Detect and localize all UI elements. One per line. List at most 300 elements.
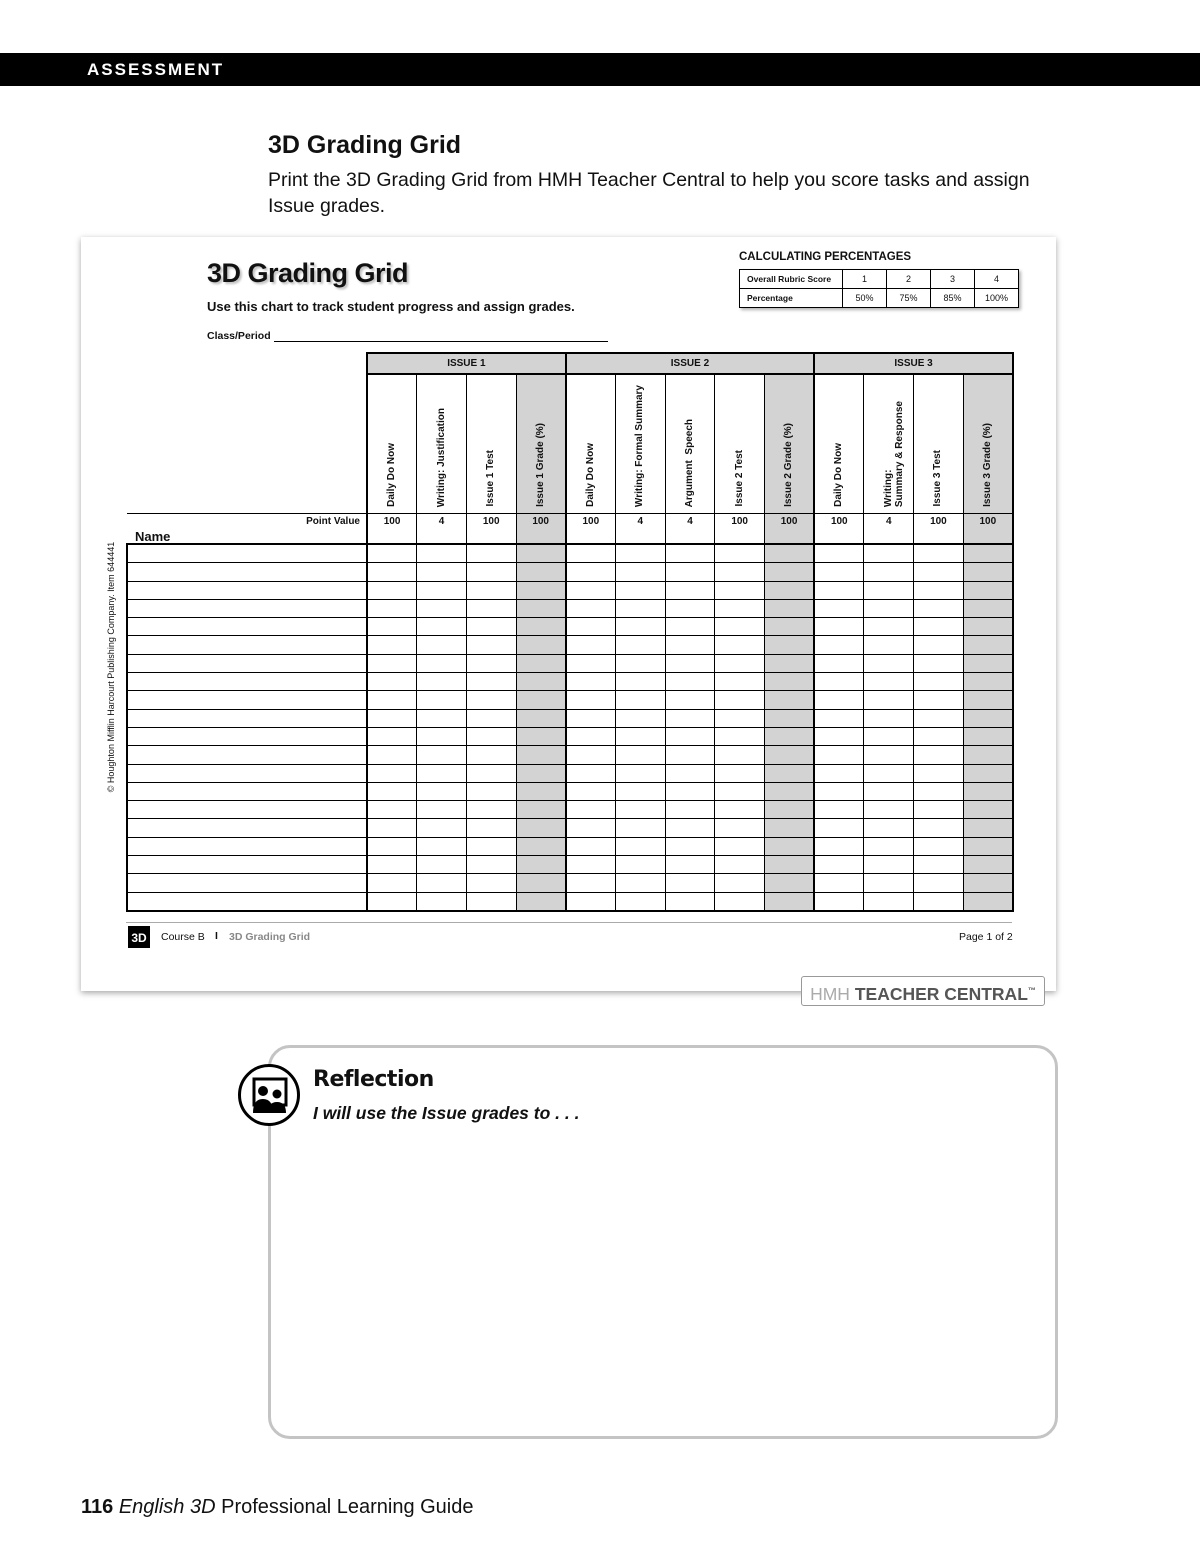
grade-cell bbox=[566, 892, 616, 911]
grade-cell bbox=[417, 636, 467, 654]
reflection-icon bbox=[238, 1064, 300, 1126]
grade-cell bbox=[715, 709, 765, 727]
grade-cell bbox=[516, 892, 566, 911]
column-header-label: Issue 1 Test bbox=[485, 450, 497, 507]
grade-cell bbox=[466, 544, 516, 563]
grade-cell bbox=[615, 727, 665, 745]
grade-cell bbox=[765, 673, 815, 691]
grade-cell bbox=[665, 618, 715, 636]
grade-cell bbox=[516, 727, 566, 745]
grade-cell bbox=[963, 709, 1013, 727]
grade-cell bbox=[765, 801, 815, 819]
grade-cell bbox=[765, 599, 815, 617]
grade-cell bbox=[864, 581, 914, 599]
grade-cell bbox=[367, 892, 417, 911]
grade-cell bbox=[765, 819, 815, 837]
grade-cell bbox=[417, 837, 467, 855]
grade-cell bbox=[615, 856, 665, 874]
grade-cell bbox=[814, 892, 864, 911]
column-header bbox=[914, 374, 964, 514]
grade-cell bbox=[615, 563, 665, 581]
grade-cell bbox=[665, 746, 715, 764]
grade-cell bbox=[566, 819, 616, 837]
grade-cell bbox=[665, 673, 715, 691]
grade-cell bbox=[814, 673, 864, 691]
footer-page-number: Page 1 of 2 bbox=[959, 931, 1013, 943]
grade-cell bbox=[715, 874, 765, 892]
student-row bbox=[127, 874, 1013, 892]
grade-cell bbox=[665, 801, 715, 819]
grade-cell bbox=[715, 856, 765, 874]
grade-cell bbox=[566, 709, 616, 727]
calc-percent: 75% bbox=[887, 289, 931, 308]
grade-cell bbox=[814, 654, 864, 672]
student-row bbox=[127, 727, 1013, 745]
grade-cell bbox=[665, 544, 715, 563]
grading-grid-image bbox=[81, 237, 1056, 991]
class-period-line bbox=[274, 341, 608, 342]
column-header-label: Daily Do Now bbox=[833, 443, 845, 507]
grade-cell bbox=[367, 581, 417, 599]
grade-cell bbox=[864, 837, 914, 855]
grade-cell bbox=[963, 727, 1013, 745]
grade-cell bbox=[367, 691, 417, 709]
grade-cell bbox=[765, 691, 815, 709]
grade-cell bbox=[367, 837, 417, 855]
calc-score: 4 bbox=[975, 270, 1019, 289]
section-title: 3D Grading Grid bbox=[268, 131, 462, 159]
grade-cell bbox=[615, 801, 665, 819]
grade-cell bbox=[566, 856, 616, 874]
column-header-label: Issue 3 Test bbox=[932, 450, 944, 507]
grade-cell bbox=[417, 727, 467, 745]
student-row bbox=[127, 819, 1013, 837]
grade-cell bbox=[516, 673, 566, 691]
grade-cell bbox=[715, 618, 765, 636]
grade-cell bbox=[963, 819, 1013, 837]
calc-percent: 100% bbox=[975, 289, 1019, 308]
student-name-cell bbox=[127, 874, 367, 892]
grade-cell bbox=[516, 764, 566, 782]
grade-cell bbox=[715, 764, 765, 782]
hmh-badge-part2: TEACHER CENTRAL bbox=[854, 983, 1028, 1004]
grade-cell bbox=[665, 764, 715, 782]
calc-percent: 50% bbox=[843, 289, 887, 308]
grade-cell bbox=[417, 892, 467, 911]
grade-cell bbox=[814, 727, 864, 745]
grade-cell bbox=[615, 654, 665, 672]
grade-cell bbox=[367, 801, 417, 819]
grade-cell bbox=[864, 764, 914, 782]
grade-cell bbox=[963, 618, 1013, 636]
grade-cell bbox=[417, 764, 467, 782]
student-row bbox=[127, 599, 1013, 617]
grade-cell bbox=[367, 746, 417, 764]
column-header-label: Writing: Justification bbox=[435, 407, 447, 507]
issue-header: ISSUE 3 bbox=[814, 353, 1013, 374]
grade-cell bbox=[615, 673, 665, 691]
grade-cell bbox=[914, 691, 964, 709]
point-value: 100 bbox=[963, 514, 1013, 545]
student-row bbox=[127, 801, 1013, 819]
grade-cell bbox=[367, 727, 417, 745]
grade-cell bbox=[914, 801, 964, 819]
grade-cell bbox=[914, 727, 964, 745]
calc-score: 2 bbox=[887, 270, 931, 289]
calc-score: 1 bbox=[843, 270, 887, 289]
grade-cell bbox=[914, 819, 964, 837]
grade-cell bbox=[665, 709, 715, 727]
student-row bbox=[127, 764, 1013, 782]
banner-label: ASSESSMENT bbox=[87, 60, 225, 79]
grade-cell bbox=[864, 801, 914, 819]
section-banner bbox=[0, 53, 1200, 86]
grade-cell bbox=[466, 599, 516, 617]
point-value-cell bbox=[127, 514, 367, 545]
column-header-label: Writing: Summary & Response bbox=[882, 400, 905, 507]
point-value: 4 bbox=[665, 514, 715, 545]
column-header-label: Issue 2 Test bbox=[733, 450, 745, 507]
grade-cell bbox=[566, 581, 616, 599]
grade-cell bbox=[864, 618, 914, 636]
grid-title: 3D Grading Grid bbox=[207, 258, 409, 288]
student-name-cell bbox=[127, 636, 367, 654]
grade-cell bbox=[814, 874, 864, 892]
grade-cell bbox=[466, 654, 516, 672]
grade-cell bbox=[864, 691, 914, 709]
grade-cell bbox=[516, 782, 566, 800]
student-row bbox=[127, 856, 1013, 874]
grade-cell bbox=[566, 837, 616, 855]
point-value: 100 bbox=[914, 514, 964, 545]
english-3d-logo: 3D bbox=[128, 926, 150, 948]
grade-cell bbox=[814, 819, 864, 837]
grade-cell bbox=[715, 819, 765, 837]
page-number: 116 bbox=[81, 1496, 114, 1518]
grade-cell bbox=[864, 727, 914, 745]
student-name-cell bbox=[127, 746, 367, 764]
student-row bbox=[127, 544, 1013, 563]
grade-cell bbox=[516, 709, 566, 727]
student-row bbox=[127, 563, 1013, 581]
grade-cell bbox=[765, 563, 815, 581]
grade-cell bbox=[516, 819, 566, 837]
grading-table bbox=[126, 352, 1014, 912]
grade-cell bbox=[814, 636, 864, 654]
grade-cell bbox=[914, 544, 964, 563]
grade-cell bbox=[466, 874, 516, 892]
student-name-cell bbox=[127, 727, 367, 745]
grade-cell bbox=[367, 654, 417, 672]
grade-cell bbox=[765, 618, 815, 636]
grade-cell bbox=[715, 563, 765, 581]
point-value: 100 bbox=[715, 514, 765, 545]
grade-cell bbox=[715, 544, 765, 563]
grade-cell bbox=[566, 727, 616, 745]
student-row bbox=[127, 691, 1013, 709]
grade-cell bbox=[367, 618, 417, 636]
issue-header: ISSUE 2 bbox=[566, 353, 814, 374]
grade-cell bbox=[516, 856, 566, 874]
point-value: 4 bbox=[417, 514, 467, 545]
grade-cell bbox=[466, 782, 516, 800]
grade-cell bbox=[367, 782, 417, 800]
grade-cell bbox=[417, 673, 467, 691]
point-value: 100 bbox=[367, 514, 417, 545]
grade-cell bbox=[516, 691, 566, 709]
student-name-cell bbox=[127, 709, 367, 727]
column-header-label: Writing: Formal Summary bbox=[634, 384, 646, 507]
grade-cell bbox=[665, 874, 715, 892]
footer-doc-title: 3D Grading Grid bbox=[229, 931, 311, 943]
grade-cell bbox=[516, 746, 566, 764]
grade-cell bbox=[665, 654, 715, 672]
grade-cell bbox=[963, 673, 1013, 691]
grade-cell bbox=[963, 764, 1013, 782]
grade-cell bbox=[864, 654, 914, 672]
student-row bbox=[127, 636, 1013, 654]
grade-cell bbox=[963, 874, 1013, 892]
grade-cell bbox=[864, 673, 914, 691]
grade-cell bbox=[367, 673, 417, 691]
grade-cell bbox=[615, 892, 665, 911]
grade-cell bbox=[715, 691, 765, 709]
grade-cell bbox=[864, 599, 914, 617]
grade-cell bbox=[615, 837, 665, 855]
column-header bbox=[765, 374, 815, 514]
grade-cell bbox=[466, 581, 516, 599]
grade-cell bbox=[914, 636, 964, 654]
grade-cell bbox=[814, 618, 864, 636]
grade-cell bbox=[466, 727, 516, 745]
grade-cell bbox=[765, 581, 815, 599]
grade-cell bbox=[914, 599, 964, 617]
grade-cell bbox=[765, 636, 815, 654]
grade-cell bbox=[765, 544, 815, 563]
grade-cell bbox=[466, 764, 516, 782]
grade-cell bbox=[566, 654, 616, 672]
grade-cell bbox=[765, 892, 815, 911]
student-row bbox=[127, 782, 1013, 800]
section-intro: Print the 3D Grading Grid from HMH Teacher Central to help you score tasks and assign Issue grades. bbox=[268, 169, 1030, 217]
grade-cell bbox=[466, 746, 516, 764]
copyright-notice: © Houghton Mifflin Harcourt Publishing Company. Item 644441 bbox=[106, 541, 116, 793]
grade-cell bbox=[516, 563, 566, 581]
grade-cell bbox=[914, 837, 964, 855]
grade-cell bbox=[417, 782, 467, 800]
page-footer bbox=[81, 1496, 474, 1519]
grade-cell bbox=[914, 746, 964, 764]
student-name-cell bbox=[127, 618, 367, 636]
grade-cell bbox=[417, 563, 467, 581]
grade-cell bbox=[715, 892, 765, 911]
grade-cell bbox=[914, 782, 964, 800]
grade-cell bbox=[765, 727, 815, 745]
grid-subtitle: Use this chart to track student progress and assign grades. bbox=[207, 299, 575, 314]
student-name-cell bbox=[127, 673, 367, 691]
hmh-badge-part1: HMH bbox=[810, 983, 850, 1004]
grade-cell bbox=[715, 782, 765, 800]
grade-cell bbox=[466, 636, 516, 654]
grade-cell bbox=[367, 636, 417, 654]
grade-cell bbox=[914, 856, 964, 874]
grade-cell bbox=[665, 837, 715, 855]
grade-cell bbox=[914, 892, 964, 911]
grade-cell bbox=[516, 544, 566, 563]
grade-cell bbox=[814, 563, 864, 581]
calc-percent-label: Percentage bbox=[740, 289, 843, 308]
point-value: 100 bbox=[516, 514, 566, 545]
grade-cell bbox=[615, 599, 665, 617]
point-value: 4 bbox=[615, 514, 665, 545]
grade-cell bbox=[814, 856, 864, 874]
grade-cell bbox=[665, 856, 715, 874]
grade-cell bbox=[765, 764, 815, 782]
grade-cell bbox=[665, 636, 715, 654]
grade-cell bbox=[417, 801, 467, 819]
grade-cell bbox=[615, 691, 665, 709]
grade-cell bbox=[615, 709, 665, 727]
grade-cell bbox=[566, 782, 616, 800]
student-name-cell bbox=[127, 892, 367, 911]
name-column-label: Name bbox=[135, 529, 171, 544]
grade-cell bbox=[963, 636, 1013, 654]
grade-cell bbox=[914, 654, 964, 672]
point-value: 100 bbox=[765, 514, 815, 545]
grade-cell bbox=[963, 892, 1013, 911]
student-name-cell bbox=[127, 782, 367, 800]
grade-cell bbox=[963, 801, 1013, 819]
grade-cell bbox=[963, 654, 1013, 672]
grade-cell bbox=[466, 618, 516, 636]
grade-cell bbox=[814, 599, 864, 617]
footer-separator: I bbox=[215, 930, 218, 942]
grade-cell bbox=[665, 892, 715, 911]
calc-table bbox=[739, 269, 1019, 308]
student-row bbox=[127, 709, 1013, 727]
grade-cell bbox=[814, 801, 864, 819]
student-name-cell bbox=[127, 654, 367, 672]
book-title-rest: Professional Learning Guide bbox=[215, 1496, 474, 1518]
issue-header: ISSUE 1 bbox=[367, 353, 566, 374]
grade-cell bbox=[864, 856, 914, 874]
grade-cell bbox=[814, 782, 864, 800]
grade-cell bbox=[566, 691, 616, 709]
student-name-cell bbox=[127, 801, 367, 819]
student-name-cell bbox=[127, 856, 367, 874]
grade-cell bbox=[566, 618, 616, 636]
student-row bbox=[127, 618, 1013, 636]
grade-cell bbox=[864, 819, 914, 837]
grade-cell bbox=[615, 636, 665, 654]
grade-cell bbox=[417, 654, 467, 672]
grade-cell bbox=[914, 618, 964, 636]
class-period-label: Class/Period bbox=[207, 330, 271, 342]
grade-cell bbox=[814, 544, 864, 563]
column-header bbox=[417, 374, 467, 514]
grade-cell bbox=[466, 709, 516, 727]
grade-cell bbox=[516, 837, 566, 855]
grade-cell bbox=[466, 856, 516, 874]
student-name-cell bbox=[127, 563, 367, 581]
grade-cell bbox=[615, 819, 665, 837]
grade-cell bbox=[963, 782, 1013, 800]
grade-cell bbox=[417, 599, 467, 617]
grade-cell bbox=[516, 618, 566, 636]
grade-cell bbox=[566, 764, 616, 782]
grade-cell bbox=[914, 581, 964, 599]
calc-score-label: Overall Rubric Score bbox=[740, 270, 843, 289]
student-row bbox=[127, 581, 1013, 599]
grade-cell bbox=[615, 874, 665, 892]
grade-cell bbox=[715, 599, 765, 617]
grade-cell bbox=[864, 892, 914, 911]
grade-cell bbox=[615, 544, 665, 563]
reflection-title: Reflection bbox=[313, 1067, 434, 1092]
column-header bbox=[715, 374, 765, 514]
point-value: 4 bbox=[864, 514, 914, 545]
grade-cell bbox=[864, 874, 914, 892]
grade-cell bbox=[566, 746, 616, 764]
grade-cell bbox=[466, 892, 516, 911]
grade-cell bbox=[367, 709, 417, 727]
column-header bbox=[864, 374, 914, 514]
grade-cell bbox=[417, 544, 467, 563]
column-header bbox=[466, 374, 516, 514]
grade-cell bbox=[367, 856, 417, 874]
grade-cell bbox=[466, 819, 516, 837]
student-name-cell bbox=[127, 599, 367, 617]
grade-cell bbox=[914, 874, 964, 892]
calc-title: CALCULATING PERCENTAGES bbox=[739, 251, 912, 263]
grade-cell bbox=[963, 837, 1013, 855]
grade-cell bbox=[814, 746, 864, 764]
hmh-teacher-central-badge bbox=[801, 976, 1045, 1006]
grade-cell bbox=[814, 691, 864, 709]
grade-cell bbox=[715, 801, 765, 819]
grade-cell bbox=[466, 691, 516, 709]
grade-cell bbox=[417, 691, 467, 709]
grade-cell bbox=[963, 599, 1013, 617]
grade-cell bbox=[516, 874, 566, 892]
grade-cell bbox=[963, 544, 1013, 563]
grade-cell bbox=[566, 801, 616, 819]
grade-cell bbox=[715, 654, 765, 672]
student-name-cell bbox=[127, 581, 367, 599]
grade-cell bbox=[665, 691, 715, 709]
student-row bbox=[127, 746, 1013, 764]
point-value: 100 bbox=[566, 514, 616, 545]
grade-cell bbox=[665, 782, 715, 800]
grade-cell bbox=[367, 819, 417, 837]
grade-cell bbox=[963, 856, 1013, 874]
grade-cell bbox=[665, 727, 715, 745]
grade-cell bbox=[466, 801, 516, 819]
grade-cell bbox=[814, 837, 864, 855]
grade-cell bbox=[466, 563, 516, 581]
student-row bbox=[127, 673, 1013, 691]
grade-cell bbox=[566, 599, 616, 617]
grade-cell bbox=[665, 819, 715, 837]
book-title-italic: English 3D bbox=[118, 1496, 216, 1518]
column-header bbox=[665, 374, 715, 514]
grade-cell bbox=[615, 618, 665, 636]
grade-cell bbox=[864, 782, 914, 800]
grade-cell bbox=[665, 599, 715, 617]
grade-cell bbox=[516, 636, 566, 654]
grade-cell bbox=[367, 544, 417, 563]
grade-cell bbox=[914, 673, 964, 691]
